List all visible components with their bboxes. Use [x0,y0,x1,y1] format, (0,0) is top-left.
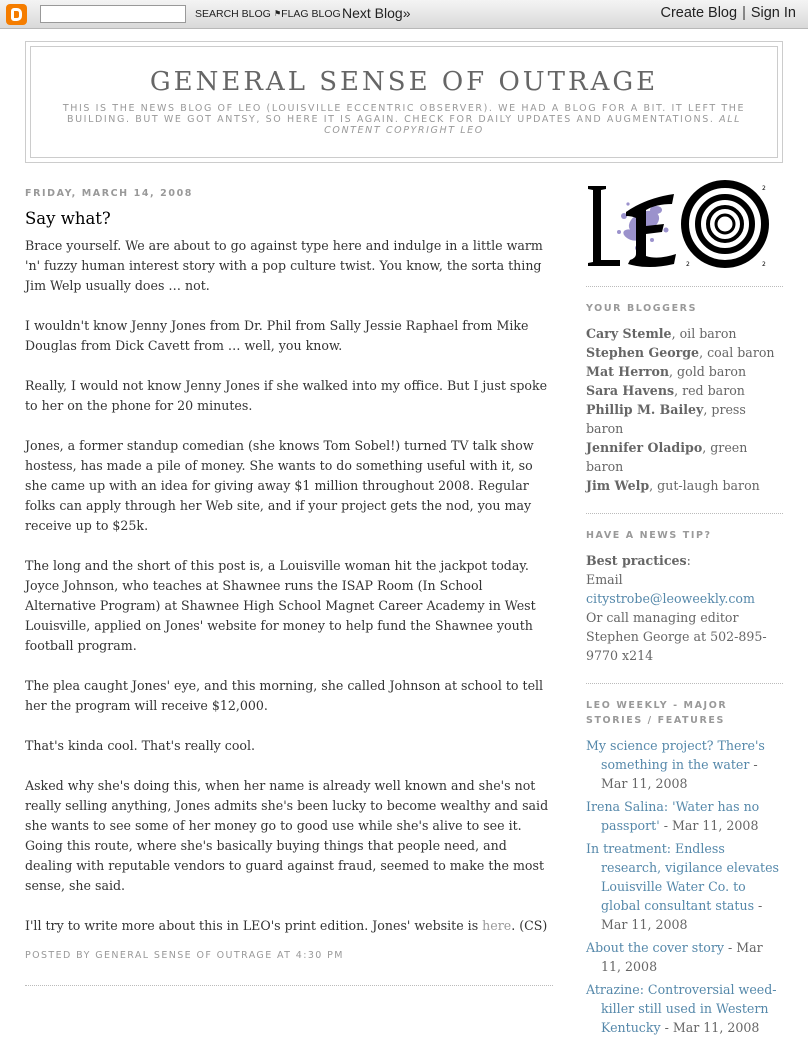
story-date: - Mar 11, 2008 [659,818,759,833]
blogger-item [586,381,783,400]
blogger-logo-icon[interactable] [6,4,27,25]
sidebar [586,180,783,1055]
link-separator: | [742,5,746,21]
search-blog-button[interactable]: SEARCH BLOG [195,8,271,20]
blogger-role: , green baron [586,440,748,474]
blogger-role: , gut-laugh baron [649,478,760,493]
blogger-item [586,438,783,476]
story-link[interactable]: About the cover story [586,940,725,955]
post-paragraph: Brace yourself. We are about to go against type here and indulge in a little warm 'n' fuzzy human interest story with a pop culture twist. You know, the sorta thing Jim Welp usually does … not. [25,238,543,293]
story-link[interactable]: Atrazine: Controversial weed-killer still used in Western Kentucky [586,982,777,1035]
story-date: - Mar 11, 2008 [601,898,763,932]
flag-icon: ⚑ [274,9,282,18]
stories-list [586,736,783,1037]
post-paragraph: Really, I would not know Jenny Jones if she walked into my office. But I just spoke to her on the phone for 20 minutes. [25,378,548,413]
leo-logo[interactable] [586,180,772,272]
create-blog-link[interactable]: Create Blog [660,5,738,21]
story-date: - Mar 11, 2008 [660,1020,760,1035]
blogger-item [586,324,783,343]
post-paragraph: Jones, a former standup comedian (she knows Tom Sobel!) turned TV talk show hostess, has made a pile of money. She wants to do something useful with it, so she came up with an idea for giving away $1 million throughout 2008. Regular folks can apply through her Web site, and if your project gets the nod, you may receive up to $25k. [25,438,534,533]
svg-text:2: 2 [686,261,690,268]
tip-colon: : [686,553,691,568]
tip-email-link[interactable]: citystrobe@leoweekly.com [586,591,755,606]
blog-header [25,41,783,163]
blogger-item [586,400,783,438]
post-title[interactable]: Say what? [25,209,111,228]
post-paragraph: That's kinda cool. That's really cool. [25,738,256,753]
blogger-item [586,362,783,381]
account-links [660,5,796,21]
post-paragraph: Asked why she's doing this, when her name is already well known and she's not really selling anything, Jones admits she's been lucky to become wealthy and said she wants to see some of her money go to good use while she's alive to see it. Going this route, where she's basically buying things that people need, and dealing with reputable vendors to guard against fraud, seemed to make the most sense, she said. [25,778,549,893]
blogger-role: , coal baron [699,345,775,360]
bloggers-list [586,324,783,495]
post-footer: POSTED BY GENERAL SENSE OF OUTRAGE AT 4:30 PM [25,950,553,986]
last-para-end: . (CS) [511,918,548,933]
story-link[interactable]: My science project? There's something in the water [586,738,765,772]
blogger-name: Mat Herron [586,364,670,379]
tip-heading-line [586,551,783,570]
news-tip-body [586,551,783,665]
sign-in-link[interactable]: Sign In [750,5,796,21]
post-paragraph-last [25,916,553,936]
story-item [586,797,783,835]
news-tip-title: HAVE A NEWS TIP? [586,530,712,541]
blogger-role: , press baron [586,402,746,436]
post-body [25,236,553,936]
search-input[interactable] [40,5,186,23]
blog-description [55,103,753,136]
blogger-role: , red baron [674,383,745,398]
jones-website-link[interactable]: here [482,918,512,933]
flag-blog-button[interactable] [274,8,341,20]
blogger-name: Jennifer Oladipo [586,440,703,455]
next-blog-link[interactable]: Next Blog» [342,5,411,21]
post-date: FRIDAY, MARCH 14, 2008 [25,188,194,199]
story-link[interactable]: Irena Salina: 'Water has no passport' [586,799,760,833]
blogger-name: Cary Stemle [586,326,672,341]
story-item [586,839,783,934]
svg-text:2: 2 [762,261,766,268]
last-para-text: I'll try to write more about this in LEO's print edition. Jones' website is [25,918,483,933]
blogger-navbar [0,0,808,29]
post-paragraph: The plea caught Jones' eye, and this morning, she called Johnson at school to tell her the program will receive $12,000. [25,678,544,713]
blogger-item [586,476,783,495]
blogger-name: Stephen George [586,345,700,360]
tip-heading: Best practices [586,553,687,568]
tip-email-label: Email [586,572,623,587]
tip-email-line [586,570,783,608]
blogger-name: Sara Havens [586,383,675,398]
stories-title: LEO WEEKLY - MAJOR STORIES / FEATURES [586,700,728,726]
story-date: - Mar 11, 2008 [601,757,758,791]
blog-copyright: ALL CONTENT COPYRIGHT LEO [324,114,741,136]
bloggers-title: YOUR BLOGGERS [586,303,698,314]
blogger-role: , oil baron [671,326,737,341]
blog-header-inner [30,46,778,158]
story-link[interactable]: In treatment: Endless research, vigilance elevates Louisville Water Co. to global consultant status [586,841,780,913]
blogger-item [586,343,783,362]
post-paragraph: The long and the short of this post is, a Louisville woman hit the jackpot today. Joyce Johnson, who teaches at Shawnee runs the ISAP Room (In School Alternative Program) at Shawnee High School Magnet Career Academy in West Louisville, applied on Jones' website for money to help fund the Shawnee youth football program. [25,558,536,653]
story-item [586,938,783,976]
blogger-name: Phillip M. Bailey [586,402,704,417]
blogger-name: Jim Welp [586,478,650,493]
blog-description-text: THIS IS THE NEWS BLOG OF LEO (LOUISVILLE ECCENTRIC OBSERVER). WE HAD A BLOG FOR A BIT. IT LEFT THE BUILDING. BUT WE GOT ANTSY, SO HERE IT IS AGAIN. CHECK FOR DAILY UPDATES AND AUGMENTATIONS. [62,103,746,125]
news-tip-widget [586,513,783,665]
stories-widget [586,683,783,1037]
blogger-role: , gold baron [669,364,747,379]
svg-text:2: 2 [762,185,766,192]
story-item [586,980,783,1037]
story-item [586,736,783,793]
tip-call: Or call managing editor Stephen George at 502-895-9770 x214 [586,610,767,663]
bloggers-widget [586,286,783,495]
story-date: - Mar 11, 2008 [601,940,763,974]
main-column [25,188,553,986]
flag-blog-label: FLAG BLOG [281,8,341,20]
post-paragraph: I wouldn't know Jenny Jones from Dr. Phil from Sally Jessie Raphael from Mike Douglas from Dick Cavett from … well, you know. [25,318,529,353]
blog-title[interactable]: GENERAL SENSE OF OUTRAGE [149,67,659,97]
